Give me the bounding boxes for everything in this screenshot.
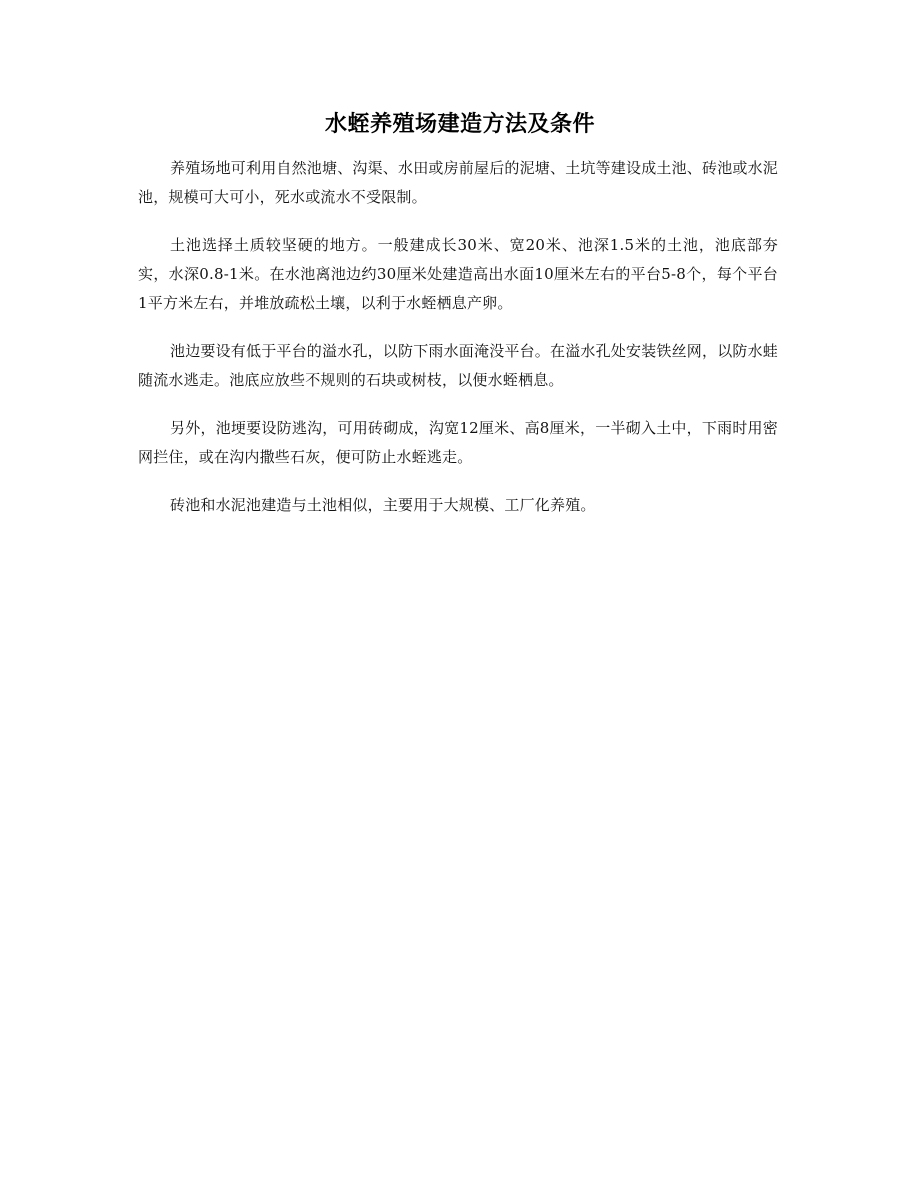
paragraph-site-selection: 养殖场地可利用自然池塘、沟渠、水田或房前屋后的泥塘、土坑等建设成土池、砖池或水泥池，规模可大可小，死水或流水不受限制。 [138, 159, 779, 206]
paragraph-brick-cement-pond: 砖池和水泥池建造与土池相似，主要用于大规模、工厂化养殖。 [170, 496, 596, 514]
document-body [138, 154, 778, 539]
document-title: 水蛭养殖场建造方法及条件 [324, 111, 595, 137]
paragraph-escape-ditch: 另外，池埂要设防逃沟，可用砖砌成，沟宽12厘米、高8厘米，一半砌入土中，下雨时用密网拦住，或在沟内撒些石灰，便可防止水蛭逃走。 [138, 419, 778, 466]
paragraph-overflow-hole: 池边要设有低于平台的溢水孔，以防下雨水面淹没平台。在溢水孔处安装铁丝网，以防水蛙随流水逃走。池底应放些不规则的石块或树枝，以便水蛭栖息。 [138, 342, 779, 389]
paragraph-earth-pond: 土池选择土质较坚硬的地方。一般建成长30米、宽20米、池深1.5米的土池，池底部夯实，水深0.8-1米。在水池离池边约30厘米处建造高出水面10厘米左右的平台5-8个，每个平台1平方米左右，并堆放疏松土壤，以利于水蛭栖息产卵。 [138, 236, 778, 312]
